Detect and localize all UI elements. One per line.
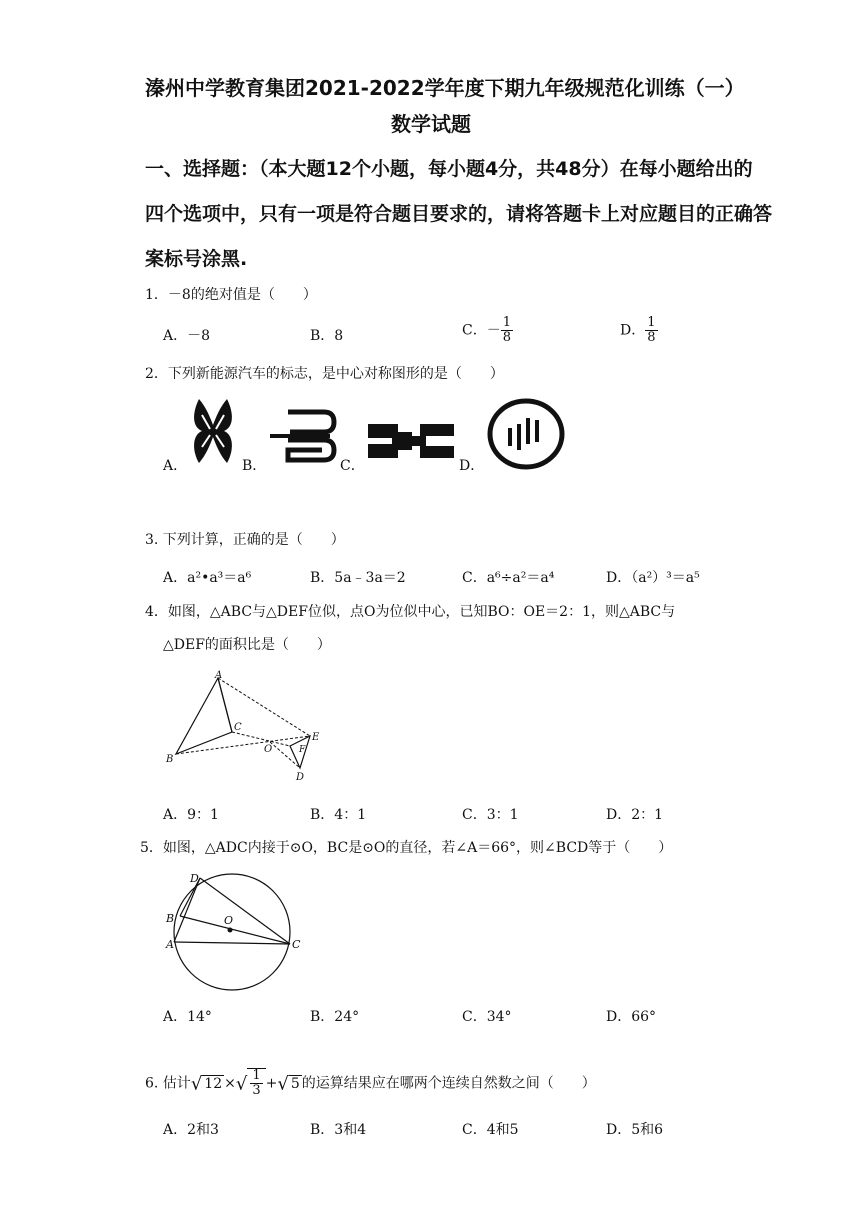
question-5-option-a: A．14° [163, 1009, 212, 1025]
question-2-option-c: C． [340, 458, 365, 474]
fraction-denominator: 3 [252, 1083, 261, 1098]
sqrt-symbol: √ [235, 1073, 248, 1095]
figure-label-d: D [296, 772, 305, 783]
figure-label-o: O [224, 914, 234, 927]
question-5-option-d: D．66° [606, 1009, 657, 1025]
question-4-stem-line2: △DEF的面积比是（ ） [163, 637, 331, 653]
question-2-option-d: D． [459, 458, 485, 474]
question-1-option-c-fraction [501, 316, 513, 345]
question-1-option-d-fraction [645, 316, 657, 345]
sqrt-symbol: √ [190, 1073, 203, 1095]
question-6-stem-prefix: 6. 估计 [145, 1075, 191, 1092]
figure-label-o: O [264, 744, 273, 755]
radicand-fraction [247, 1068, 265, 1098]
fraction-denominator: 8 [502, 330, 511, 345]
radicand-12: 12 [204, 1075, 223, 1092]
question-4-option-d: D．2：1 [606, 807, 664, 823]
logo-a-figure [190, 395, 236, 467]
question-1-option-c [462, 316, 513, 345]
question-6-option-c: C．4和5 [462, 1122, 519, 1138]
logo-b-figure [268, 408, 340, 464]
question-3-option-c: C．a⁶÷a²＝a⁴ [462, 570, 555, 586]
paper-title-line2: 数学试题 [391, 112, 471, 136]
times-sign: × [224, 1075, 236, 1092]
question-6-option-d: D．5和6 [606, 1122, 664, 1138]
fraction-one-third [250, 1069, 262, 1098]
question-2-option-b: B． [242, 458, 267, 474]
question-6-option-b: B．3和4 [310, 1122, 367, 1138]
plus-sign: + [265, 1075, 278, 1092]
question-1-option-c-prefix: C．－ [462, 322, 501, 339]
question-1-option-b: B．8 [310, 328, 344, 344]
question-3-option-d: D．（a²）³＝a⁵ [606, 570, 700, 586]
question-1-option-a: A．－8 [163, 328, 211, 344]
fraction-numerator: 1 [647, 315, 656, 330]
figure-label-b: B [166, 754, 174, 765]
question-6-stem-suffix: 的运算结果应在哪两个连续自然数之间（ ） [301, 1075, 596, 1092]
figure-label-c: C [292, 938, 301, 951]
figure-label-b: B [166, 912, 175, 925]
question-4-option-b: B．4：1 [310, 807, 367, 823]
question-4-option-a: A．9：1 [163, 807, 219, 823]
figure-label-e: E [312, 732, 320, 743]
question-1-option-d-prefix: D． [620, 322, 646, 339]
radicand-5: 5 [290, 1075, 300, 1092]
question-2-stem: 2．下列新能源汽车的标志，是中心对称图形的是（ ） [145, 366, 504, 382]
question-3-option-b: B．5a﹣3a＝2 [310, 570, 406, 586]
section-instruction-line1: 一、选择题：（本大题12个小题，每小题4分，共48分）在每小题给出的 [145, 158, 753, 180]
question-6-option-a: A．2和3 [163, 1122, 219, 1138]
question-1-stem: 1．－8的绝对值是（ ） [145, 287, 317, 303]
question-3-option-a: A．a²•a³＝a⁶ [163, 570, 252, 586]
figure-label-f: F [299, 745, 306, 755]
question-4-stem-line1: 4．如图，△ABC与△DEF位似，点O为位似中心，已知BO：OE＝2：1，则△ABC与 [145, 604, 676, 620]
figure-label-d: D [190, 872, 199, 885]
sqrt-symbol: √ [277, 1073, 289, 1095]
fraction-numerator: 1 [502, 315, 511, 330]
figure-label-a: A [215, 670, 223, 681]
question-5-option-c: C．34° [462, 1009, 512, 1025]
figure-label-a: A [166, 938, 174, 951]
question-4-figure [160, 668, 340, 788]
question-3-stem: 3. 下列计算，正确的是（ ） [145, 532, 345, 548]
section-instruction-line2: 四个选项中，只有一项是符合题目要求的，请将答题卡上对应题目的正确答 [145, 203, 773, 225]
logo-d-figure [486, 398, 566, 470]
section-instruction-line3: 案标号涂黑. [145, 248, 248, 270]
question-1-option-d [620, 316, 658, 345]
fraction-denominator: 8 [647, 330, 656, 345]
paper-title-line1: 溱州中学教育集团2021-2022学年度下期九年级规范化训练（一） [145, 76, 745, 100]
question-5-option-b: B．24° [310, 1009, 360, 1025]
fraction-numerator: 1 [252, 1068, 261, 1083]
figure-label-c: C [234, 722, 242, 733]
logo-c-figure [366, 420, 458, 464]
question-2-option-a: A． [163, 458, 188, 474]
question-6-stem [145, 1068, 596, 1098]
question-5-figure [160, 866, 310, 996]
question-5-stem: 5．如图，△ADC内接于⊙O，BC是⊙O的直径，若∠A＝66°，则∠BCD等于（ ） [140, 840, 673, 856]
question-4-option-c: C．3：1 [462, 807, 519, 823]
